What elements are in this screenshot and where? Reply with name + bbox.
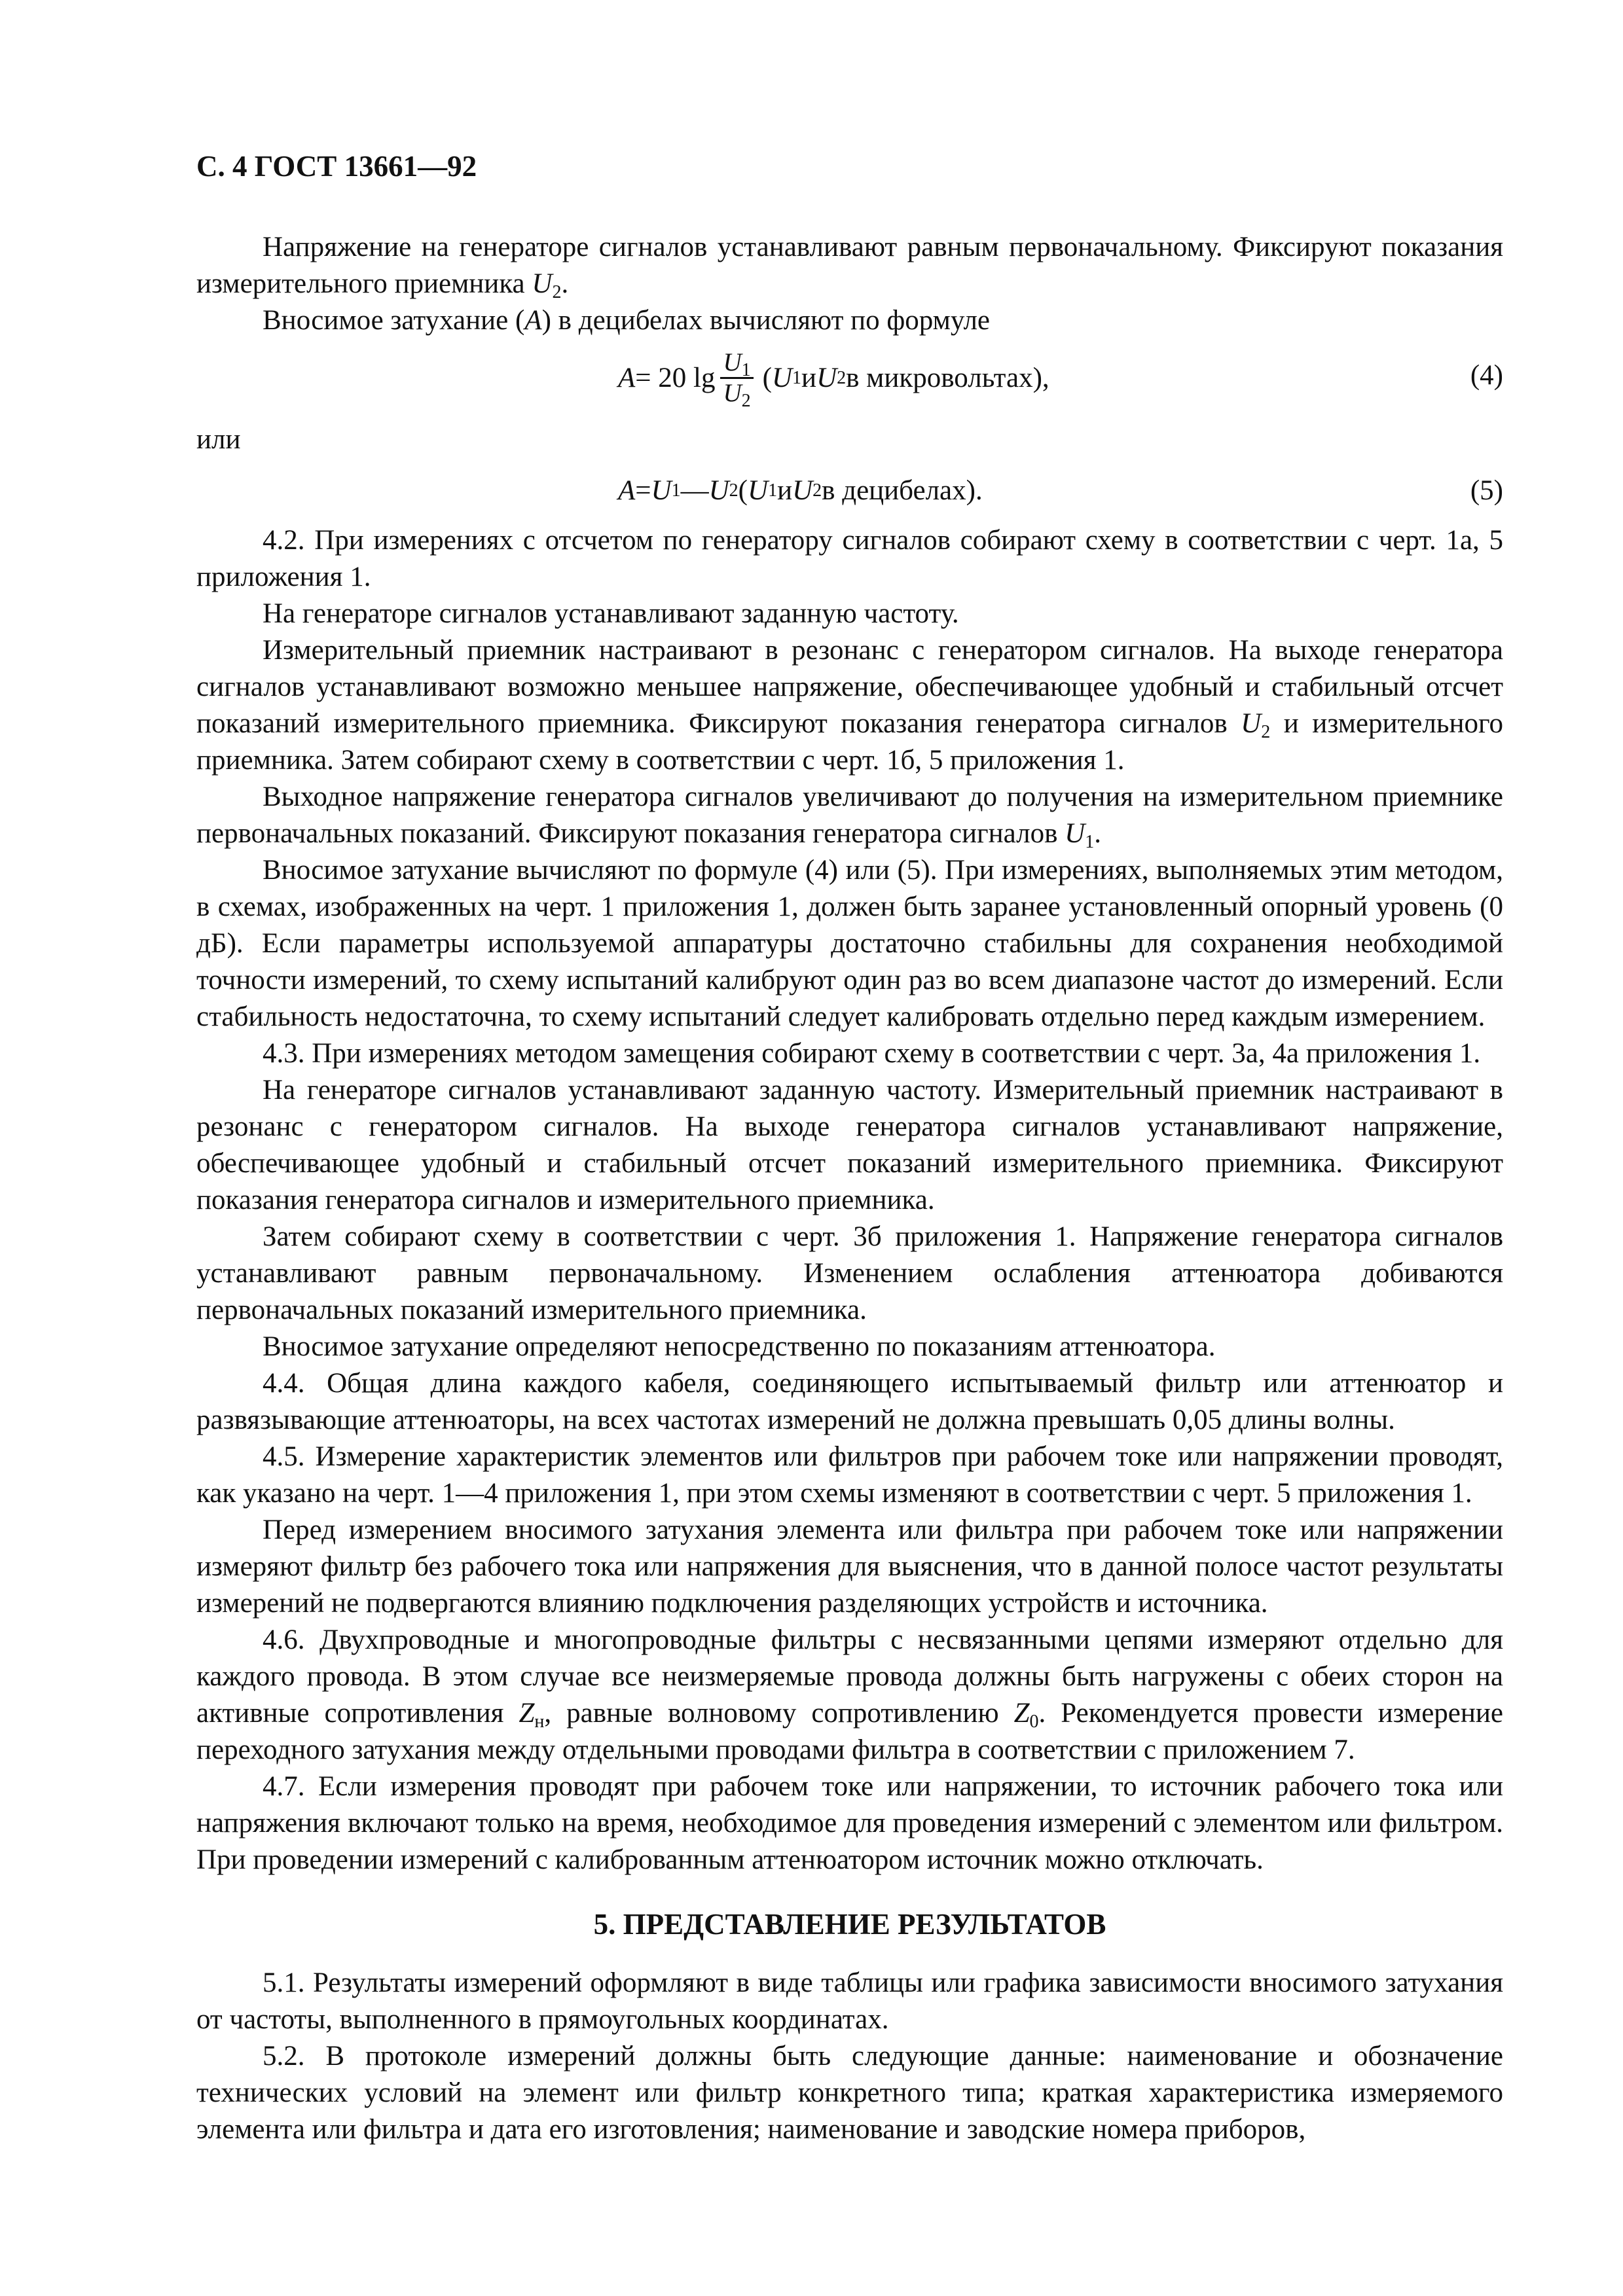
paragraph-voltage: Напряжение на генераторе сигналов устанавливают равным первоначальному. Фиксируют показания измерительного приемника $U_2$.: [196, 232, 1503, 302]
paragraph-4-4: 4.4. Общая длина каждого кабеля, соединяющего испытываемый фильтр или аттенюатор и развязывающие аттенюаторы, на всех частотах измерений не должна превышать 0,05 длины волны.: [196, 1368, 1503, 1435]
paragraph-4-2: 4.2. При измерениях с отсчетом по генератору сигналов собирают схему в соответствии с черт. 1а, 5 приложения 1.: [196, 525, 1503, 592]
page-content: [196, 148, 1503, 2148]
section-5-heading: 5. ПРЕДСТАВЛЕНИЕ РЕЗУЛЬТАТОВ: [593, 1908, 1106, 1941]
formula-5: A = U 1 — U 2 ( U 1 и U 2 в децибелах). (5): [196, 458, 1503, 522]
page-header: С. 4 ГОСТ 13661—92: [196, 150, 477, 183]
paragraph-4-5b: Перед измерением вносимого затухания элемента или фильтра при рабочем токе или напряжении измеряют фильтр без рабочего тока или напряжения для выяснения, что в данной полосе частот результаты измерений не подвергаются влиянию подключения разделяющих устройств и источника.: [196, 1515, 1503, 1619]
paragraph-5-2: 5.2. В протоколе измерений должны быть следующие данные: наименование и обозначение технических условий на элемент или фильтр конкретного типа; краткая характеристика измеряемого элемента или фильтра и дата его изготовления; наименование и заводские номера приборов,: [196, 2041, 1503, 2145]
paragraph-4-3c: Затем собирают схему в соответствии с черт. 3б приложения 1. Напряжение генератора сигналов устанавливают равным первоначальному. Изменением ослабления аттенюатора добиваются первоначальных показаний измерительного приемника.: [196, 1221, 1503, 1325]
formula-number-4: (4): [1470, 360, 1503, 391]
paragraph-5-1: 5.1. Результаты измерений оформляют в виде таблицы или графика зависимости вносимого затухания от частоты, выполненного в прямоугольных координатах.: [196, 1967, 1503, 2035]
formula-number-5: (5): [1470, 475, 1503, 506]
word-ili: или: [196, 424, 241, 455]
paragraph-4-2b: На генераторе сигналов устанавливают заданную частоту.: [263, 598, 959, 629]
paragraph-4-3d: Вносимое затухание определяют непосредственно по показаниям аттенюатора.: [263, 1331, 1216, 1362]
paragraph-4-3b: На генераторе сигналов устанавливают заданную частоту. Измерительный приемник настраивают в резонанс с генератором сигналов. На выходе генератора сигналов устанавливают напряжение, обеспечивающее удобный и стабильный отсчет показаний измерительного приемника. Фиксируют показания генератора сигналов и измерительного приемника.: [196, 1075, 1503, 1215]
paragraph-4-2d: Выходное напряжение генератора сигналов увеличивают до получения на измерительном приемнике первоначальных показаний. Фиксируют показания генератора сигналов $U_1$.: [196, 781, 1503, 852]
formula-4: A = 20 lg $\frac{U_1}{U_2}$ ( U 1 и U 2 в микровольтах), (4): [618, 348, 1503, 411]
paragraph-4-2c: Измерительный приемник настраивают в резонанс с генератором сигналов. На выходе генератора сигналов устанавливают возможно меньшее напряжение, обеспечивающее удобный и стабильный отсчет показаний измерительного приемника. Фиксируют показания генератора сигналов $U_2$ и измерительного приемника. Затем собирают схему в соответствии с черт. 1б, 5 приложения 1.: [196, 635, 1504, 776]
paragraph-4-7: 4.7. Если измерения проводят при рабочем токе или напряжении, то источник рабочего тока или напряжения включают только на время, необходимое для проведения измерений с элементом или фильтром. При проведении измерений с калиброванным аттенюатором источник можно отключать.: [196, 1771, 1503, 1875]
paragraph-4-5: 4.5. Измерение характеристик элементов или фильтров при рабочем токе или напряжении проводят, как указано на черт. 1—4 приложения 1, при этом схемы изменяют в соответствии с черт. 5 приложения 1.: [196, 1441, 1503, 1509]
fraction-u1-u2: $\frac{U_1}{U_2}$: [720, 348, 753, 408]
paragraph-4-3: 4.3. При измерениях методом замещения собирают схему в соответствии с черт. 3а, 4а приложения 1.: [263, 1038, 1481, 1069]
paragraph-4-6: 4.6. Двухпроводные и многопроводные фильтры с несвязанными цепями измеряют отдельно для каждого провода. В этом случае все неизмеряемые провода должны быть нагружены с обеих сторон на активные сопротивления $Z_н$, равные волновому сопротивлению $Z_0$. Рекомендуется провести измерение переходного затухания между отдельными проводами фильтра в соответствии с приложением 7.: [196, 1624, 1504, 1765]
paragraph-insertion-loss-intro: Вносимое затухание (A) в децибелах вычисляют по формуле: [263, 305, 990, 336]
paragraph-4-2e: Вносимое затухание вычисляют по формуле (4) или (5). При измерениях, выполняемых этим методом, в схемах, изображенных на черт. 1 приложения 1, должен быть заранее установленный опорный уровень (0 дБ). Если параметры используемой аппаратуры достаточно стабильны для сохранения необходимой точности измерений, то схему испытаний калибруют один раз во всем диапазоне частот до измерений. Если стабильность недостаточна, то схему испытаний следует калибровать отдельно перед каждым измерением.: [196, 855, 1503, 1032]
